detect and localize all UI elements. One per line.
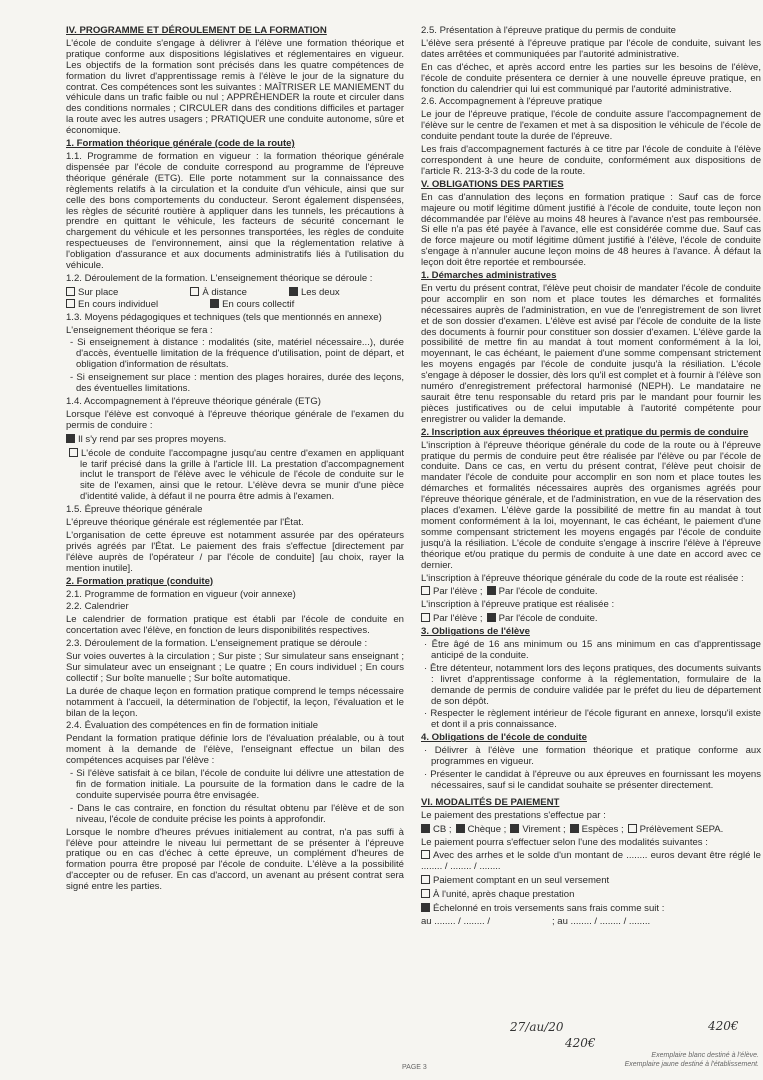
vi-option-comptant[interactable] [421,875,761,887]
option-label: Prélèvement SEPA. [639,823,724,835]
v2-c-options [421,613,761,625]
option-par-eleve[interactable] [421,586,483,598]
s2-2-heading: 2.2. Calendrier [66,601,129,613]
checkbox-checked-icon[interactable] [570,824,579,833]
v1-title: 1. Démarches administratives [421,270,557,282]
checkbox-checked-icon[interactable] [456,824,465,833]
checkbox-icon[interactable] [69,448,78,457]
s1-4-intro: Lorsque l'élève est convoqué à l'épreuve théorique générale de l'examen du permis de conduire : [66,408,404,431]
s1-4-heading: 1.4. Accompagnement à l'épreuve théorique générale (ETG) [66,396,321,407]
option-label: Il s'y rend par ses propres moyens. [78,433,227,445]
checkbox-icon[interactable] [66,287,75,296]
checkbox-checked-icon[interactable] [421,903,430,912]
s2-title: 2. Formation pratique (conduite) [66,575,214,587]
page-number: PAGE 3 [402,1064,427,1071]
checkbox-icon[interactable] [66,299,75,308]
option-label: En cours individuel [78,298,159,310]
option-label: Échelonné en trois versements sans frais comme suit : [433,903,665,915]
option-cb[interactable] [421,824,452,836]
v1-a: En vertu du présent contrat, l'élève peut choisir de mandater l'école de conduite pour accomplir en son nom et place toutes les démarches et formalités nécessaires auprès de l'administration, en vue de l'enregistrement de son livret et de son dossier d'examen. L'élève est avisé par l'école de conduite de la liste des documents à fournir pour constituer son dossier d'examen. L'élève garde la possibilité de mettre fin au mandat à tout moment conformément à la loi, moyennant, le cas échéant, le paiement d'une somme compensant strictement les moyens engagés par l'école de conduite jusqu'à la résiliation. L'école s'engage à déposer le dossier, dès lors qu'il est complet et à fournir à l'élève son numéro d'enregistrement préfectoral harmonisé (NEPH). Le mandataire ne saurait être tenu responsable du retard pris par le mandant pour fournir les pièces justificatives ou de celui imputable à l'autorité compétente pour enregistrer ou valider la demande. [421,282,761,425]
s2-2-a: Le calendrier de formation pratique est établi par l'école de conduite en concertation avec l'élève, en fonction de leurs disponibilités respectives. [66,614,404,637]
handwritten-date: 27/au/20 [510,1020,564,1034]
v3-title: 3. Obligations de l'élève [421,626,530,638]
v3-item-text: Respecter le règlement intérieur de l'école figurant en annexe, lorsqu'il existe et dont il a pris connaissance. [430,708,761,731]
s1-2-options [66,287,404,311]
s2-6-heading: 2.6. Accompagnement à l'épreuve pratique [421,96,603,108]
checkbox-icon[interactable] [190,287,199,296]
option-label: Les deux [300,286,340,298]
s2-3-options[interactable]: Sur voies ouvertes à la circulation ; Sur piste ; Sur simulateur sans enseignant ; Sur simulateur avec un enseignant ; Le quatre ; En cours individuel ; En cours collectif ; Sur boîte manuelle ; Sur boîte automatique. [66,651,404,684]
s1-5-a: L'épreuve théorique générale est réglementée par l'État. [66,517,304,529]
v2-title: 2. Inscription aux épreuves théorique et pratique du permis de conduire [421,426,749,438]
vi-dates-line [421,917,761,928]
s1-5-b: L'organisation de cette épreuve est notamment assurée par des opérateurs privés agréés par l'État. Le paiement des frais s'effectue [directement par l'élève auprès de l'opérateur / par l'école de conduite] [au choix, rayer la mention inutile]. [66,529,404,574]
v4-item: · Présenter le candidat à l'épreuve ou aux épreuves en fournissant les moyens nécessaires, sauf si le candidat souhaite se présenter directement. [424,769,761,791]
checkbox-checked-icon[interactable] [66,434,75,443]
option-label: L'école de conduite l'accompagne jusqu'au centre d'examen en appliquant le tarif précisé dans la grille à l'article III. La prestation d'accompagnement inclut le transport de l'élève avec le véhicule de l'école de conduite sur le site de l'examen, ainsi que le retour. L'élève devra se munir d'une pièce d'identité valide, à défaut il ne pourra être admis à l'examen. [80,447,404,503]
handwritten-amount-1: 420€ [708,1019,739,1033]
s2-4-d: Lorsque le nombre d'heures prévues initialement au contrat, n'a pas suffi à l'élève pour atteindre le niveau lui permettant de se présenter à l'épreuve pratique ou en cas d'échec à cette épreuve, un complément d'heures de formation pourra être proposé par l'école de conduite. L'élève a la possibilité d'accepter ou de refuser. En cas d'accord, un avenant au présent contrat sera signé entre les parties. [66,826,404,893]
option-label: Par l'école de conduite. [498,613,598,625]
v2-a: L'inscription à l'épreuve théorique générale du code de la route ou à l'épreuve pratique du permis de conduire peut être réalisée par l'élève ou par l'école de conduite. Dans ce cas, en vertu du présent contrat, l'élève peut choisir de mandater l'école de conduite pour accomplir en son nom et place toutes les démarches et formalités nécessaires auprès des organismes agréés pour l'épreuve théorique générale, et de l'administration, en vue de la réservation des places d'examen. L'élève garde la possibilité de mettre fin au mandat à tout moment conformément à la loi, moyennant, le cas échéant, le paiement d'une somme compensant strictement les moyens engagés par l'école de conduite jusqu'à la résiliation. L'école de conduite s'engage à inscrire l'élève à l'épreuve théorique et/ou pratique du permis de conduite à une date en accord avec ce dernier. [421,439,761,571]
s1-3-intro: L'enseignement théorique se fera : [66,324,213,336]
checkbox-icon[interactable] [421,850,430,859]
option-label: Paiement comptant en un seul versement [433,875,610,887]
s1-4-option-accompany[interactable] [66,448,404,504]
payment-options [421,824,761,836]
option-especes[interactable] [570,824,624,836]
v3-item-text: Être détenteur, notamment lors des leçons pratiques, des documents suivants : livret d'apprentissage conforme à la réglementation, formulaire de la demande de permis de conduire validée par le préfet du lieu de département de son dépôt. [430,662,761,707]
option-les-deux[interactable] [289,287,340,299]
section-vi-title: VI. MODALITÉS DE PAIEMENT [421,796,560,808]
v4-item-text: Présenter le candidat à l'épreuve ou aux épreuves en fournissant les moyens nécessaires, sauf si le candidat souhaite se présenter directement. [430,769,761,791]
section-v-title: V. OBLIGATIONS DES PARTIES [421,178,564,190]
v4-item: · Délivrer à l'élève une formation théorique et pratique conforme aux programmes en vigueur. [424,745,761,768]
s1-4-option-own-means[interactable] [66,434,404,446]
option-label: Sur place [78,286,119,298]
checkbox-icon[interactable] [421,613,430,622]
date-slot[interactable]: ; au ........ / ........ / ........ [551,915,651,927]
option-label: Par l'école de conduite. [498,586,598,598]
option-par-eleve[interactable] [421,613,483,625]
s2-4-c: - Dans le cas contraire, en fonction du résultat obtenu par l'élève et de son niveau, l'école de conduite précise les points à approfondir. [70,802,404,825]
option-virement[interactable] [510,824,565,836]
checkbox-checked-icon[interactable] [487,613,496,622]
s2-5-b: En cas d'échec, et après accord entre les parties sur les besoins de l'élève, l'école de conduite présentera ce dernier à une nouvelle épreuve pratique, en fonction du calendrier qui lui est communiqué par l'autorité administrative. [421,61,761,95]
s1-1-paragraph: 1.1. Programme de formation en vigueur : la formation théorique générale dispensée par l'école de conduite correspond au programme de l'épreuve théorique générale (ETG). Elle porte notamment sur la connaissance des règlements relatifs à la circulation et la conduite d'un véhicule, ainsi que sur celle des bons comportements du conducteur. Seront également dispensées, les règles de sécurité routière à appliquer dans les tunnels, les précautions à prendre en quittant le véhicule, les facteurs de sécurité concernant le chargement du véhicule et les personnes transportées, les règles de conduite respectueuses de l'environnement, ainsi que la réglementation relative à l'obligation d'assurance et aux documents administratifs liés à l'utilisation du véhicule. [66,150,404,272]
s2-5-a: L'élève sera présenté à l'épreuve pratique par l'école de conduite, suivant les dates arrêtées et communiquées par l'autorité administrative. [421,37,761,60]
date-slot[interactable]: au ........ / ........ / [421,915,490,927]
v-a: En cas d'annulation des leçons en formation pratique : Sauf cas de force majeure ou motif légitime dûment justifié à l'école de conduite, toute leçon non décommandée par l'élève au moins 48 heures à l'avance n'est pas remboursée. Si elle n'a pas été payée à l'avance, elle est considérée comme due. Sauf cas de force majeure ou motif légitime dûment justifié à l'élève, l'école de conduite s'engage à n'annuler aucune leçon moins de 48 heures à l'avance. À défaut la leçon doit être reportée et remboursée. [421,191,761,269]
right-column [421,26,761,930]
option-label: Par l'élève ; [433,586,483,598]
vi-option-unite[interactable] [421,889,761,901]
option-cheque[interactable] [456,824,507,836]
s2-4-a: Pendant la formation pratique définie lors de l'évaluation préalable, ou à tout moment à la demande de l'élève, l'enseignant effectue un bilan des compétences acquises par l'élève : [66,733,404,767]
v4-item-text: Délivrer à l'élève une formation théorique et pratique conforme aux programmes en vigueur. [431,745,761,768]
v2-b: L'inscription à l'épreuve théorique générale du code de la route est réalisée : [421,572,744,584]
option-sur-place[interactable] [66,287,118,299]
s2-4-heading: 2.4. Évaluation des compétences en fin de formation initiale [66,720,319,732]
vi-a: Le paiement des prestations s'effectue par : [421,809,606,821]
s2-6-a: Le jour de l'épreuve pratique, l'école de conduite assure l'accompagnement de l'élève sur le centre de l'examen et met à sa disposition le véhicule de l'école de conduite pendant toute la durée de l'épreuve. [421,109,761,143]
v2-c: L'inscription à l'épreuve pratique est réalisée : [421,599,615,611]
vi-option-echelonne[interactable] [421,903,761,915]
option-label: Espèces ; [581,823,624,835]
intro-paragraph: L'école de conduite s'engage à délivrer à l'élève une formation théorique et pratique conforme aux dispositions législatives et réglementaires en vigueur. Les objectifs de la formation sont précisés dans les quatre compétences de formation du livret d'apprentissage remis à l'élève le jour de la signature du contrat. Ces compétences sont les suivantes : MAÎTRISER LE MANIEMENT du véhicule dans un trafic faible ou nul ; APPRÉHENDER la route et circuler dans des conditions normales ; CIRCULER dans des conditions difficiles et partager la route avec les autres usagers ; PRATIQUER une conduite autonome, sûre et économique. [66,37,404,137]
vi-option-arrhes[interactable] [421,850,761,873]
s2-1-heading: 2.1. Programme de formation en vigueur (voir annexe) [66,588,296,600]
checkbox-icon[interactable] [421,889,430,898]
s1-2-heading: 1.2. Déroulement de la formation. L'enseignement théorique se déroule : [66,272,373,284]
s2-3-heading: 2.3. Déroulement de la formation. L'enseignement pratique se déroule : [66,638,368,650]
option-sepa[interactable] [628,824,724,836]
v3-item: · Être détenteur, notamment lors des leçons pratiques, des documents suivants : livret d'apprentissage conforme à la réglementation, formulaire de la demande de permis de conduire validée par le préfet du lieu de département de son dépôt. [424,662,761,707]
s2-5-heading: 2.5. Présentation à l'épreuve pratique du permis de conduite [421,25,676,36]
option-cours-collectif[interactable] [210,299,294,311]
v3-item: · Respecter le règlement intérieur de l'école figurant en annexe, lorsqu'il existe et dont il a pris connaissance. [424,708,761,731]
checkbox-icon[interactable] [628,824,637,833]
checkbox-checked-icon[interactable] [210,299,219,308]
s2-3-a: La durée de chaque leçon en formation pratique comprend le temps nécessaire notamment à l'accueil, la détermination de l'objectif, la leçon, l'évaluation et le bilan de la leçon. [66,685,404,719]
option-par-ecole[interactable] [487,586,598,598]
option-label: En cours collectif [222,298,295,310]
footer-note-2: Exemplaire jaune destiné à l'établissement. [624,1061,759,1068]
checkbox-icon[interactable] [421,586,430,595]
s1-3-sur-place: - Si enseignement sur place : mention des plages horaires, durée des leçons, des éventuelles limitations. [70,372,404,395]
left-column [66,26,404,895]
option-label: CB ; [433,823,452,835]
s1-3-distance: - Si enseignement à distance : modalités (site, matériel nécessaire...), durée d'accès, éventuelle limitation de la fréquence d'utilisation, point de départ, et obligation d'information de résultats. [70,337,404,371]
s2-4-b: - Si l'élève satisfait à ce bilan, l'école de conduite lui délivre une attestation de fin de formation initiale. La poursuite de la formation dans le cadre de la conduite supervisée pourra être envisagée. [70,768,404,801]
checkbox-icon[interactable] [421,875,430,884]
s1-3-heading: 1.3. Moyens pédagogiques et techniques (tels que mentionnés en annexe) [66,311,382,323]
option-cours-individuel[interactable] [66,299,158,311]
s2-6-b: Les frais d'accompagnement facturés à ce titre par l'école de conduite à l'élève correspondent à une heure de conduite, conformément aux dispositions de l'article R. 213-3-3 du code de la route. [421,144,761,177]
option-label: Chèque ; [467,823,507,835]
checkbox-checked-icon[interactable] [421,824,430,833]
checkbox-checked-icon[interactable] [289,287,298,296]
checkbox-checked-icon[interactable] [510,824,519,833]
option-label: À l'unité, après chaque prestation [433,889,575,901]
vi-b: Le paiement pourra s'effectuer selon l'une des modalités suivantes : [421,836,708,848]
section-iv-title: IV. PROGRAMME ET DÉROULEMENT DE LA FORMATION [66,25,327,36]
s1-5-heading: 1.5. Épreuve théorique générale [66,504,203,516]
v2-b-options [421,586,761,598]
checkbox-checked-icon[interactable] [487,586,496,595]
option-par-ecole[interactable] [487,613,598,625]
v3-item: · Être âgé de 16 ans minimum ou 15 ans minimum en cas d'apprentissage anticipé de la conduite. [424,639,761,661]
footer-note-1: Exemplaire blanc destiné à l'élève. [651,1052,759,1059]
option-label: Virement ; [522,823,566,835]
handwritten-amount-2: 420€ [565,1036,596,1050]
v3-item-text: Être âgé de 16 ans minimum ou 15 ans minimum en cas d'apprentissage anticipé de la conduite. [431,639,761,661]
option-label: À distance [202,286,247,298]
option-label: Avec des arrhes et le solde d'un montant de ........ euros devant être réglé le ........ / ........ / ........ [421,850,761,873]
option-label: Par l'élève ; [433,613,483,625]
v4-title: 4. Obligations de l'école de conduite [421,732,587,744]
s1-title: 1. Formation théorique générale (code de la route) [66,138,295,150]
option-a-distance[interactable] [190,287,247,299]
